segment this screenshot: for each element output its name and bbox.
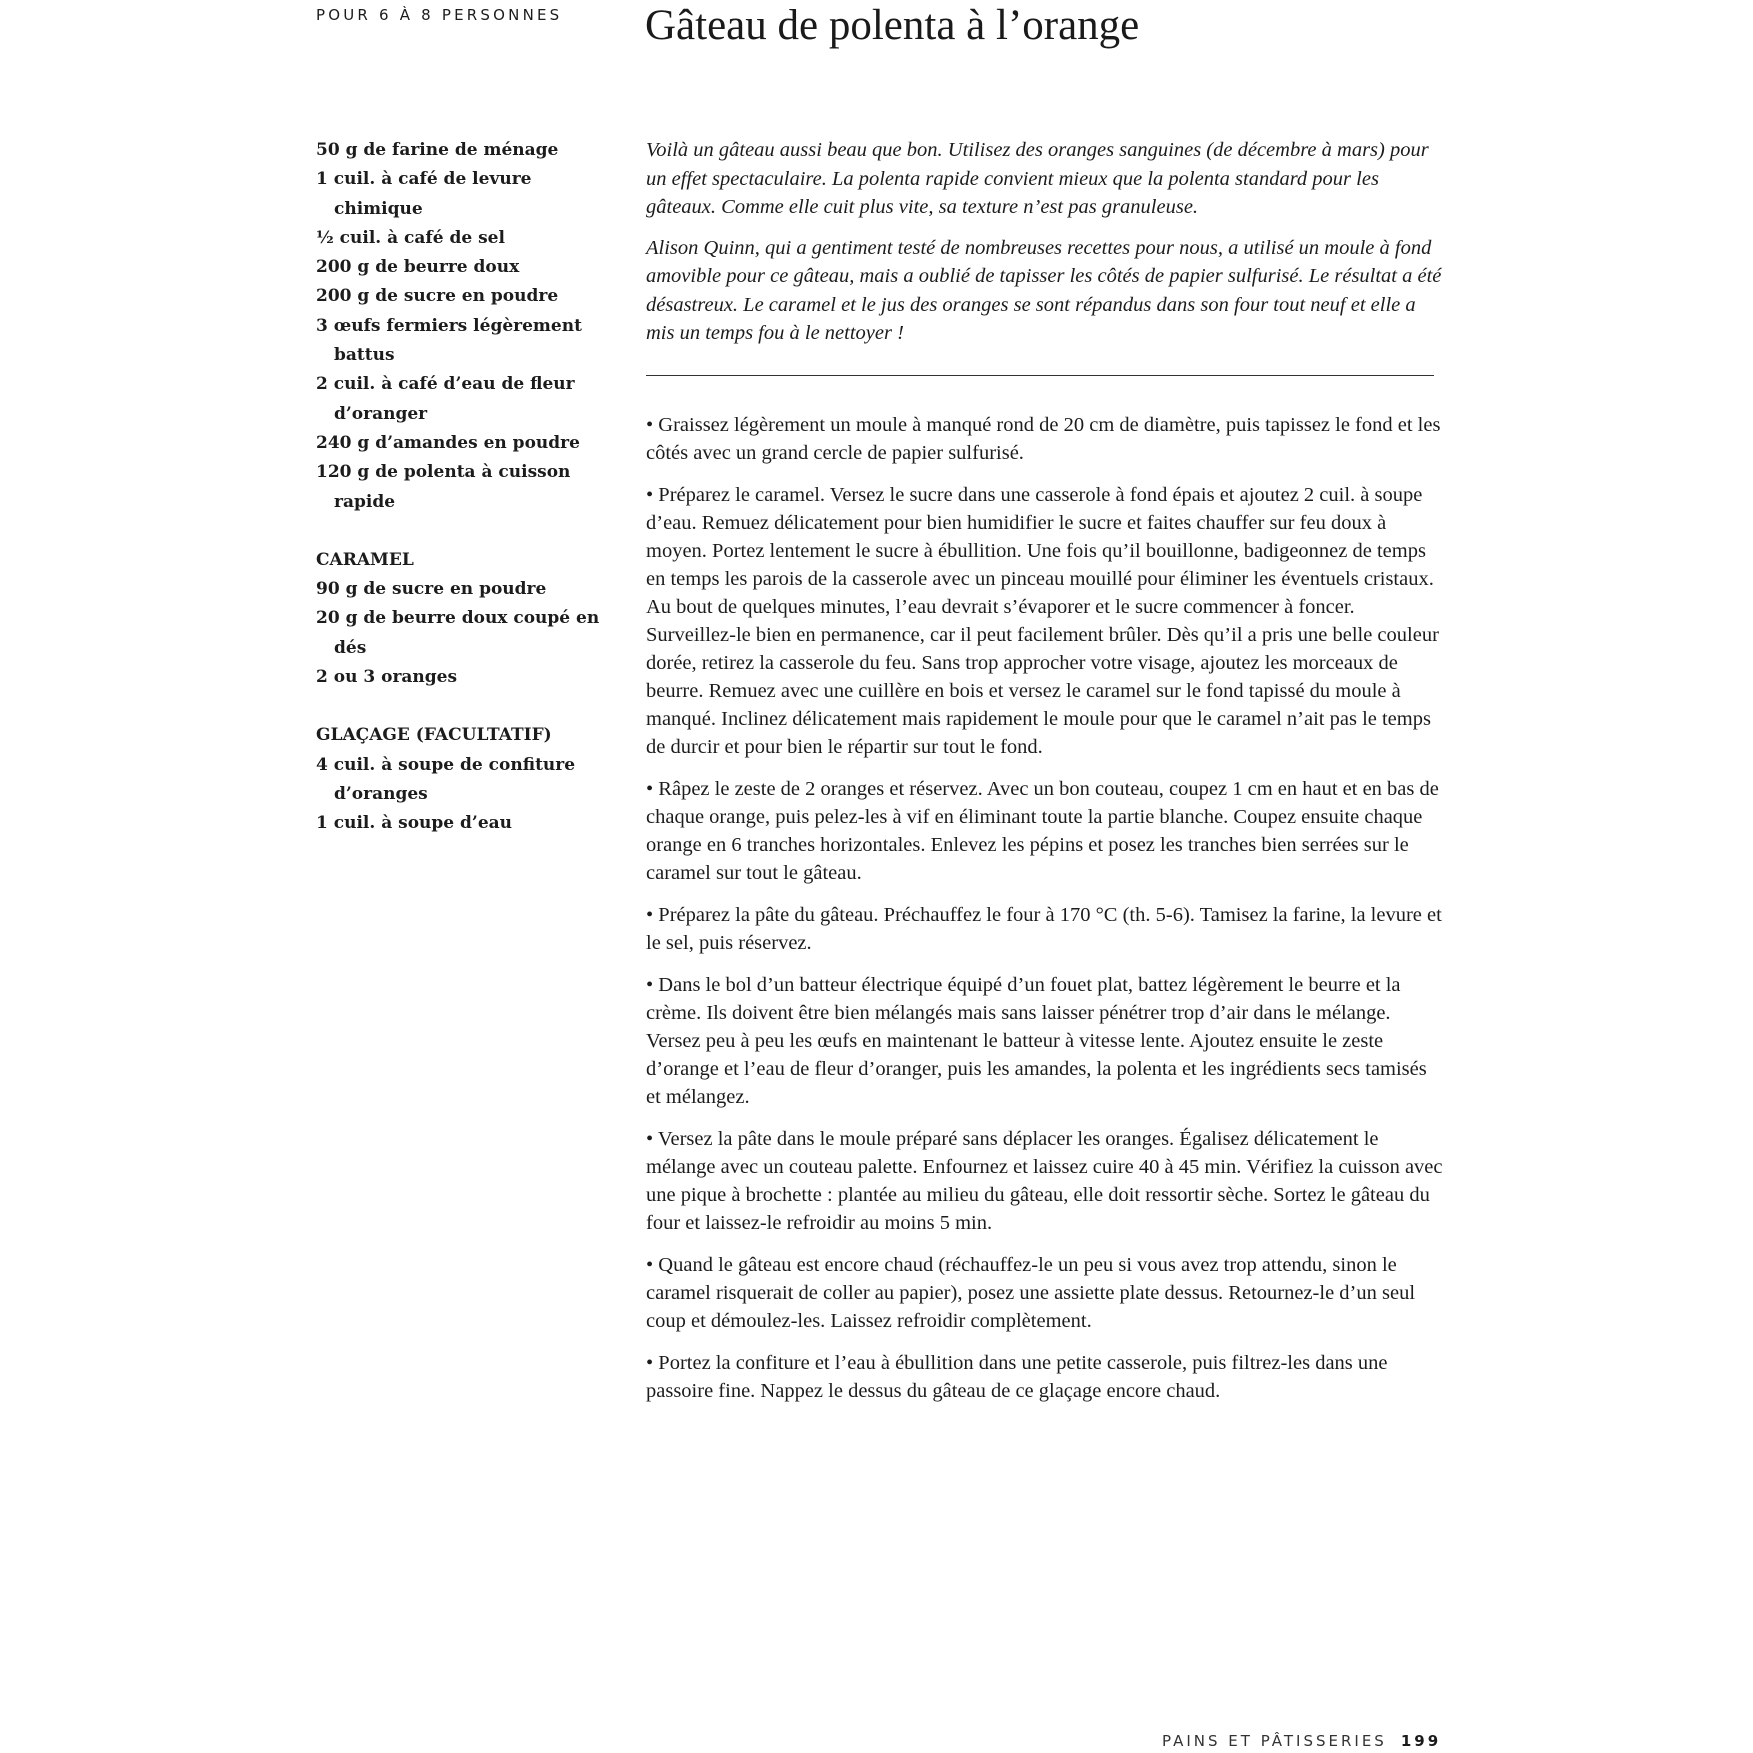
method-step: • Dans le bol d’un batteur électrique équipé d’un fouet plat, battez légèrement le beurre et la crème. Ils doivent être bien mélangés mais sans laisser pénétrer trop d’air dans le mélange. Versez peu à peu les œufs en maintenant le batteur à vitesse lente. Ajoutez ensuite le zeste d’orange et l’eau de fleur d’oranger, puis les amandes, la polenta et les ingrédients secs tamisés et mélangez. [646, 974, 1427, 1108]
method-step: • Portez la confiture et l’eau à ébullition dans une petite casserole, puis filtrez-les dans une passoire fine. Nappez le dessus du gâteau de ce glaçage encore chaud. [646, 1352, 1388, 1402]
intro-paragraph: Alison Quinn, qui a gentiment testé de nombreuses recettes pour nous, a utilisé un moule à fond amovible pour ce gâteau, mais a oublié de tapisser les côtés de papier sulfurisé. Le résultat a été désastreux. Le caramel et le jus des oranges se sont répandus dans son four tout neuf et elle a mis un temps fou à le nettoyer ! [646, 236, 1442, 344]
ingredient-list-caramel [316, 575, 616, 692]
ingredient-item: ½ cuil. à café de sel [316, 227, 505, 248]
section-divider [646, 375, 1434, 376]
method-steps [646, 411, 1446, 1419]
ingredient-item: 90 g de sucre en poudre [316, 579, 547, 600]
section-name: PAINS ET PÂTISSERIES [1162, 1732, 1387, 1750]
caramel-heading: CARAMEL [316, 549, 414, 570]
method-step: • Préparez le caramel. Versez le sucre dans une casserole à fond épais et ajoutez 2 cuil. à soupe d’eau. Remuez délicatement pour bien humidifier le sucre et faites chauffer sur feu doux à moyen. Portez lentement le sucre à ébullition. Une fois qu’il bouillonne, badigeonnez de temps en temps les parois de la casserole avec un pinceau mouillé pour éliminer les éventuels cristaux. Au bout de quelques minutes, l’eau devrait s’évaporer et le sucre commencer à foncer. Surveillez-le bien en permanence, car il peut facilement brûler. Dès qu’il a pris une belle couleur dorée, retirez la casserole du feu. Sans trop approcher votre visage, ajoutez les morceaux de beurre. Remuez avec une cuillère en bois et versez le caramel sur le fond tapissé du moule à manqué. Inclinez délicatement mais rapidement le moule pour que le caramel n’ait pas le temps de durcir et pour bien le répartir sur tout le fond. [646, 484, 1439, 758]
ingredient-list-glaze [316, 751, 616, 839]
ingredient-item: 50 g de farine de ménage [316, 140, 559, 160]
ingredient-item: 120 g de polenta à cuisson rapide [316, 462, 571, 512]
ingredient-item: 1 cuil. à soupe d’eau [316, 813, 513, 834]
servings-label: POUR 6 À 8 PERSONNES [316, 6, 563, 24]
method-step: • Quand le gâteau est encore chaud (réchauffez-le un peu si vous avez trop attendu, sinon le caramel risquerait de coller au papier), posez une assiette plate dessus. Retournez-le d’un seul coup et démoulez-les. Laissez refroidir complètement. [646, 1254, 1416, 1332]
method-step: • Préparez la pâte du gâteau. Préchauffez le four à 170 °C (th. 5-6). Tamisez la farine, la levure et le sel, puis réservez. [646, 904, 1442, 954]
method-step: • Versez la pâte dans le moule préparé sans déplacer les oranges. Égalisez délicatement le mélange avec un couteau palette. Enfournez et laissez cuire 40 à 45 min. Vérifiez la cuisson avec une pique à brochette : plantée au milieu du gâteau, elle doit ressortir sèche. Sortez le gâteau du four et laissez-le refroidir au moins 5 min. [646, 1128, 1443, 1234]
page-number: 199 [1400, 1732, 1442, 1750]
ingredient-item: 200 g de sucre en poudre [316, 286, 559, 307]
method-step: • Râpez le zeste de 2 oranges et réservez. Avec un bon couteau, coupez 1 cm en haut et en bas de chaque orange, puis pelez-les à vif en éliminant toute la partie blanche. Coupez ensuite chaque orange en 6 tranches horizontales. Enlevez les pépins et posez les tranches bien serrées sur le caramel sur tout le gâteau. [646, 778, 1439, 884]
ingredient-item: 2 cuil. à café d’eau de fleur d’oranger [316, 374, 575, 424]
ingredient-list-main [316, 136, 616, 517]
ingredients-column [316, 136, 616, 839]
page-footer [1162, 1732, 1441, 1750]
ingredient-item: 20 g de beurre doux coupé en dés [316, 608, 600, 658]
ingredient-item: 240 g d’amandes en poudre [316, 432, 580, 453]
ingredient-item: 2 ou 3 oranges [316, 667, 458, 688]
ingredient-item: 4 cuil. à soupe de confiture d’oranges [316, 754, 576, 804]
glaze-heading: GLAÇAGE (FACULTATIF) [316, 725, 552, 746]
ingredient-item: 3 œufs fermiers légèrement battus [316, 315, 582, 366]
recipe-title: Gâteau de polenta à l’orange [645, 2, 1140, 49]
method-step: • Graissez légèrement un moule à manqué rond de 20 cm de diamètre, puis tapissez le fond et les côtés avec un grand cercle de papier sulfurisé. [646, 414, 1441, 464]
ingredient-item: 1 cuil. à café de levure chimique [316, 169, 532, 219]
intro-paragraph: Voilà un gâteau aussi beau que bon. Utilisez des oranges sanguines (de décembre à mars) pour un effet spectaculaire. La polenta rapide convient mieux que la polenta standard pour les gâteaux. Comme elle cuit plus vite, sa texture n’est pas granuleuse. [646, 139, 1429, 218]
ingredient-item: 200 g de beurre doux [316, 257, 520, 278]
intro-text [646, 136, 1446, 360]
